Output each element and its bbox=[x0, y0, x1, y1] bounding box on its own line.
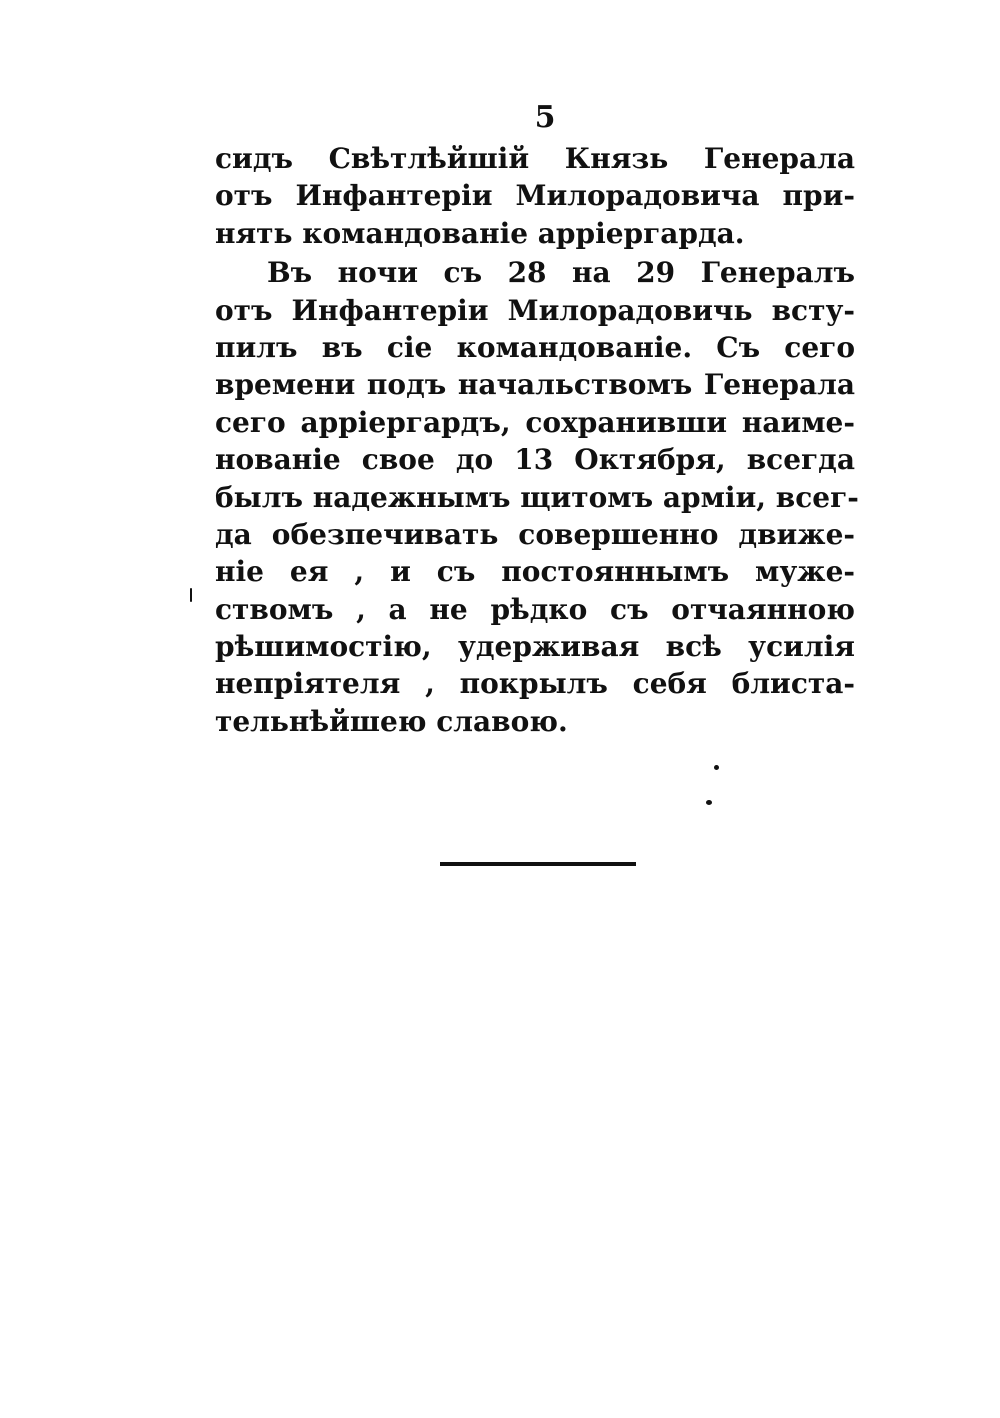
body-text bbox=[215, 140, 859, 740]
text-line: рѣшимостію, удерживая всѣ усилія bbox=[215, 630, 855, 664]
text-line: да обезпечивать совершенно движе- bbox=[215, 517, 855, 551]
text-line: времени подъ начальствомъ Генерала bbox=[215, 368, 855, 402]
text-line: ніе ея , и съ постояннымъ муже- bbox=[215, 555, 855, 589]
text-line: непріятеля , покрылъ себя блиста- bbox=[215, 667, 855, 701]
text-line: ствомъ , а не рѣдко съ отчаянною bbox=[215, 592, 855, 626]
ink-speck bbox=[190, 588, 192, 602]
text-line: сидъ Свѣтлѣйшій Князь Генерала bbox=[215, 142, 855, 175]
paragraph-first-line: Въ ночи съ 28 на 29 Генералъ bbox=[267, 256, 855, 290]
ink-speck bbox=[714, 765, 719, 770]
text-line: нять командованіе арріергарда. bbox=[215, 216, 745, 250]
text-line: отъ Инфантеріи Милорадовичь всту- bbox=[215, 293, 855, 327]
text-line: отъ Инфантеріи Милорадовича при- bbox=[215, 179, 855, 213]
page-number: 5 bbox=[534, 100, 556, 135]
ink-speck bbox=[706, 800, 712, 805]
end-rule-divider bbox=[440, 862, 636, 866]
text-line: сего арріергардъ, сохранивши наиме- bbox=[215, 405, 855, 439]
text-line: пилъ въ сіе командованіе. Съ сего bbox=[215, 330, 855, 364]
text-line: нованіе свое до 13 Октября, всегда bbox=[215, 443, 855, 477]
text-line: былъ надежнымъ щитомъ арміи, всег- bbox=[215, 480, 859, 514]
text-line: тельнѣйшею славою. bbox=[215, 704, 568, 738]
